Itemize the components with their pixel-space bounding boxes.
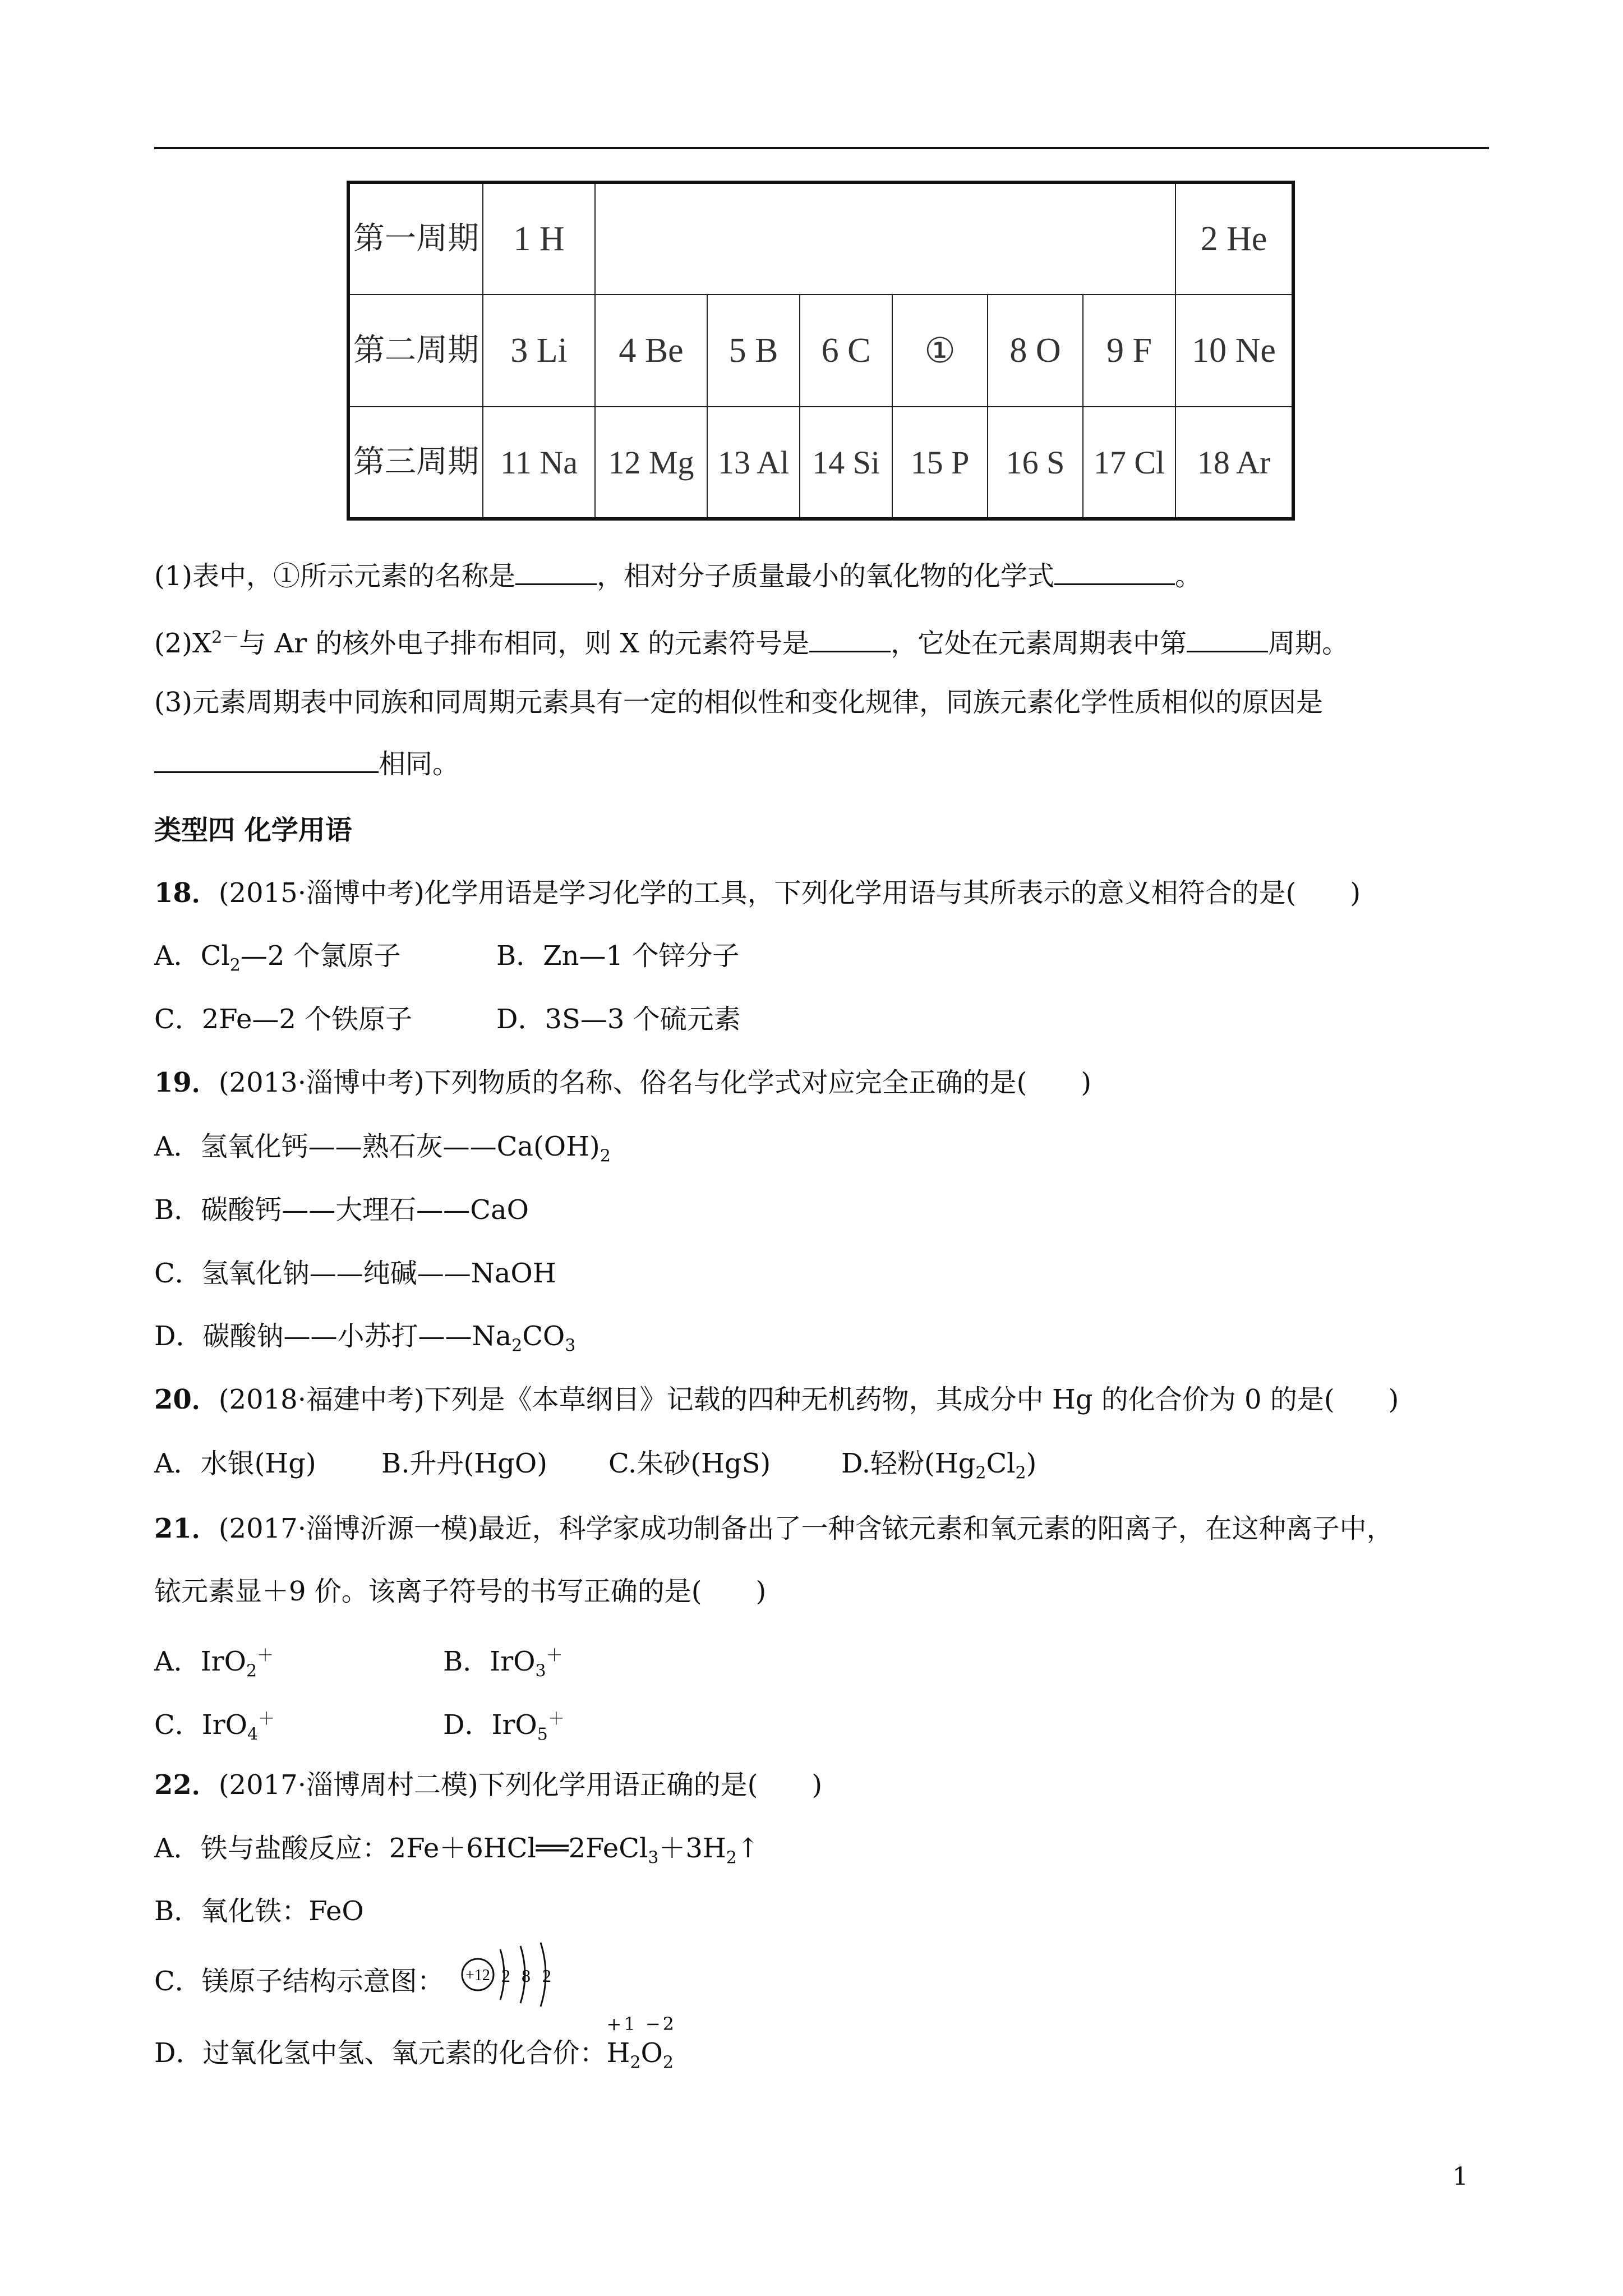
shell-electron-count: 2 (542, 1966, 551, 1986)
option-d[interactable]: D.轻粉$(Hg_2Cl_2)$ (841, 1448, 1037, 1483)
q17-part3-cont: 相同。 (154, 746, 459, 782)
element-cell: 11 Na (483, 407, 595, 519)
magnesium-atom-diagram (460, 1938, 566, 2011)
header-rule (154, 147, 1489, 149)
option-d[interactable]: D．碳酸钠——小苏打$——Na_2CO_3$ (154, 1320, 576, 1356)
answer-blank[interactable] (1054, 561, 1175, 585)
q17-part1: (1)表中，①所示元素的名称是 ，相对分子质量最小的氧化物的化学式 。 (154, 560, 1202, 592)
table-row-period-1 (348, 182, 1293, 295)
periodic-table (347, 181, 1295, 521)
period-label: 第一周期 (348, 182, 483, 295)
option-c[interactable]: C．氢氧化钠——纯碱——NaOH (154, 1258, 556, 1289)
element-cell: 13 Al (707, 407, 800, 519)
element-cell-unknown: ① (892, 295, 988, 407)
shell-electron-count: 2 (501, 1966, 510, 1986)
option-b[interactable]: B.升丹(HgO) (381, 1448, 547, 1479)
q21-stem-cont: 铱元素显＋9 价。该离子符号的书写正确的是( ) (154, 1576, 767, 1607)
option-b[interactable]: B．Zn—1 个锌分子 (496, 940, 740, 972)
empty-cell (595, 182, 1175, 295)
option-a[interactable]: A．水银(Hg) (154, 1448, 316, 1479)
option-a[interactable]: A．IrO$_2$＋ (154, 1646, 274, 1681)
element-cell: 9 F (1083, 295, 1175, 407)
q18-options-ab (154, 938, 740, 984)
period-label: 第二周期 (348, 295, 483, 407)
element-cell: 17 Cl (1083, 407, 1175, 519)
q17-part3: (3)元素周期表中同族和同周期元素具有一定的相似性和变化规律，同族元素化学性质相似的原因是 (154, 687, 1323, 718)
option-c[interactable]: C．IrO$_4$＋ (154, 1709, 275, 1745)
option-a[interactable]: A．氢氧化钙——熟石灰$——Ca(OH)_2$ (154, 1131, 611, 1166)
element-cell: 2 He (1175, 182, 1293, 295)
page-number: 1 (1453, 2162, 1468, 2191)
element-cell: 12 Mg (595, 407, 707, 519)
element-cell: 3 Li (483, 295, 595, 407)
option-b[interactable]: B．IrO$_3$＋ (443, 1646, 563, 1681)
option-c[interactable]: C．镁原子结构示意图： (154, 1966, 444, 1997)
section-title: 类型四 化学用语 (154, 815, 352, 846)
q21-options-ab (154, 1638, 563, 1690)
shell-electron-count: 8 (522, 1966, 531, 1986)
answer-blank[interactable] (515, 561, 597, 585)
option-c[interactable]: C.朱砂(HgS) (608, 1448, 771, 1479)
element-cell: 1 H (483, 182, 595, 295)
q18-stem: 18．(2015·淄博中考)化学用语是学习化学的工具，下列化学用语与其所表示的意义相符合的是( ) (154, 877, 1361, 909)
option-a[interactable]: A．铁与盐酸反应：$2Fe+6HCl══2FeCl_3+3H_2↑$ (154, 1833, 760, 1868)
q19-stem: 19．(2013·淄博中考)下列物质的名称、俗名与化学式对应完全正确的是( ) (154, 1067, 1092, 1098)
option-b[interactable]: B．氧化铁：FeO (154, 1895, 364, 1927)
element-cell: 6 C (800, 295, 892, 407)
element-cell: 4 Be (595, 295, 707, 407)
period-label: 第三周期 (348, 407, 483, 519)
element-cell: 10 Ne (1175, 295, 1293, 407)
element-cell: 15 P (892, 407, 988, 519)
q21-stem: 21．(2017·淄博沂源一模)最近，科学家成功制备出了一种含铱元素和氧元素的阳离子，在这种离子中， (154, 1513, 1394, 1544)
element-cell: 14 Si (800, 407, 892, 519)
element-cell: 18 Ar (1175, 407, 1293, 519)
answer-blank[interactable] (1187, 628, 1268, 652)
q22-stem: 22．(2017·淄博周村二模)下列化学用语正确的是( ) (154, 1769, 823, 1801)
element-cell: 8 O (988, 295, 1083, 407)
option-d[interactable]: D．3S—3 个硫元素 (496, 1004, 741, 1035)
table-row-period-3 (348, 407, 1293, 519)
q20-options (154, 1446, 1037, 1483)
answer-blank[interactable] (809, 628, 891, 652)
q17-part2: $(2)X^{2-}$与 Ar 的核外电子排布相同，则 X 的元素符号是 ，它处在元素周期表中第 周期。 (154, 628, 1349, 659)
valence-formula: +1 −2 $H_2O_2$ (606, 2013, 677, 2073)
atom-nucleus-label: +12 (465, 1967, 490, 1984)
table-row-period-2 (348, 295, 1293, 407)
option-c[interactable]: C．2Fe—2 个铁原子 (154, 1004, 413, 1035)
q20-stem: 20．(2018·福建中考)下列是《本草纲目》记载的四种无机药物，其成分中 Hg 的化合价为 0 的是( ) (154, 1384, 1399, 1415)
option-a[interactable]: A．$Cl_2—2$ 个氯原子 (154, 940, 401, 976)
option-d[interactable]: D．IrO$_5$＋ (443, 1709, 565, 1745)
element-cell: 5 B (707, 295, 800, 407)
q18-options-cd (154, 1001, 741, 1037)
option-b[interactable]: B．碳酸钙——大理石——CaO (154, 1194, 529, 1226)
answer-blank[interactable] (154, 749, 379, 773)
element-cell: 16 S (988, 407, 1083, 519)
option-d[interactable]: D．过氧化氢中氢、氧元素的化合价： +1 −2 $H_2O_2$ (154, 2035, 674, 2081)
q21-options-cd (154, 1701, 565, 1753)
